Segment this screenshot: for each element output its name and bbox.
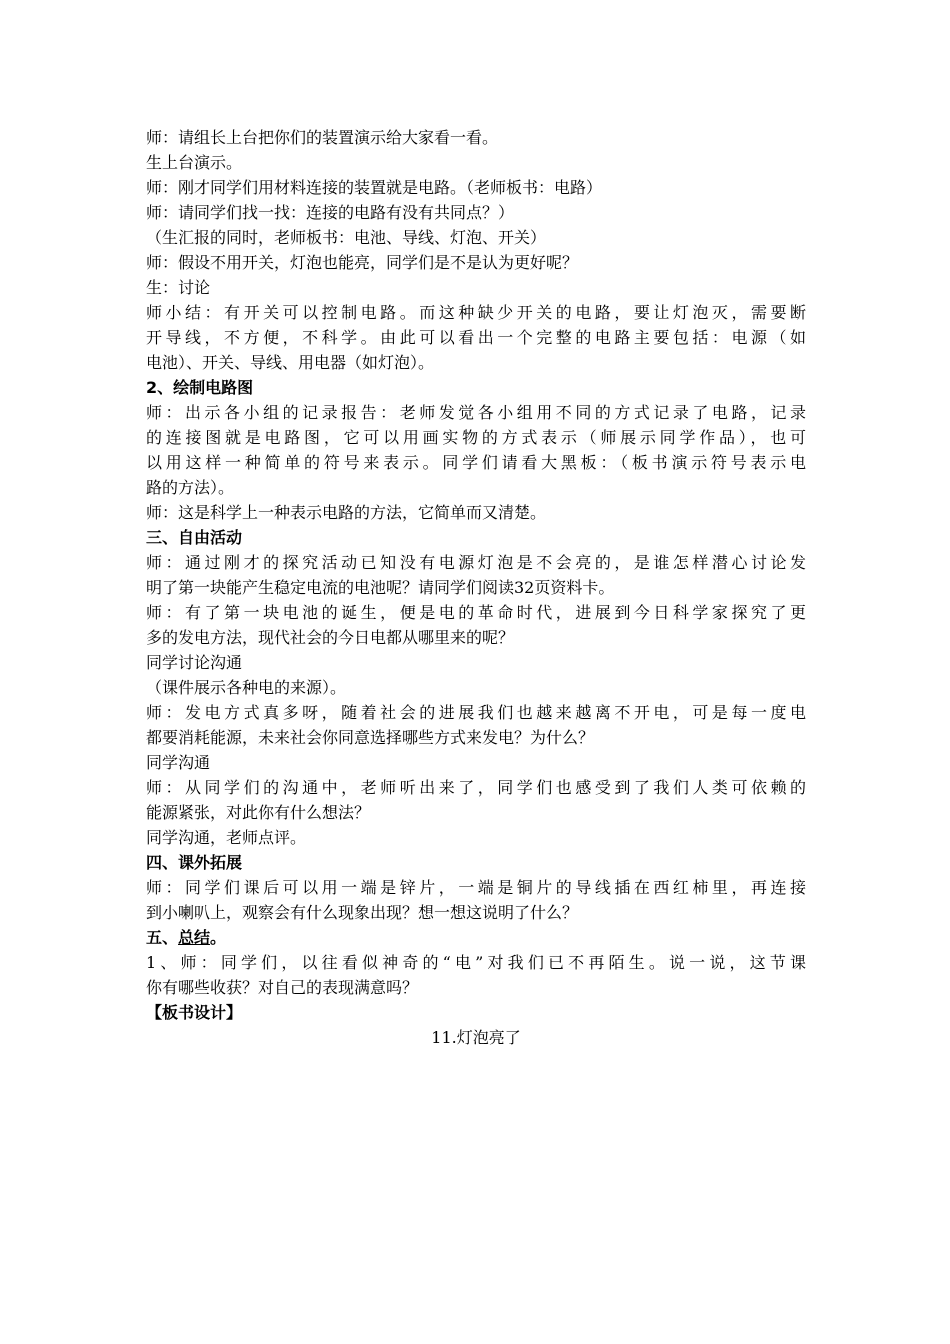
text-line: 你有哪些收获？对自己的表现满意吗？ [146,978,419,997]
text-line: 到小喇叭上，观察会有什么现象出现？想一想这说明了什么？ [146,903,579,922]
text-line: 生上台演示。 [146,153,243,172]
text-line: 路的方法）。 [146,478,235,497]
section-heading: 2、绘制电路图 [146,378,254,397]
text-line: 师：从同学们的沟通中，老师听出来了，同学们也感受到了我们人类可依赖的 [146,778,806,797]
text-line: 生：讨论 [146,278,211,297]
section-heading: 三、自由活动 [146,528,243,547]
document-page [146,125,806,1050]
section-heading: 四、课外拓展 [146,853,243,872]
text-line: 以用这样一种简单的符号来表示。同学们请看大黑板：（板书演示符号表示电 [146,453,806,472]
text-line: 师：假设不用开关，灯泡也能亮，同学们是不是认为更好呢？ [146,253,579,272]
text-line: 师：同学们课后可以用一端是锌片，一端是铜片的导线插在西红柿里，再连接 [146,878,806,897]
text-line: 明了第一块能产生稳定电流的电池呢？请同学们阅读32页资料卡。 [146,578,615,597]
text-line: （课件展示各种电的来源）。 [146,678,347,697]
text-line: 师：出示各小组的记录报告：老师发觉各小组用不同的方式记录了电路，记录 [146,403,806,422]
text-line: 师：通过刚才的探究活动已知没有电源灯泡是不会亮的，是谁怎样潜心讨论发 [146,553,806,572]
text-line: 开导线，不方便，不科学。由此可以看出一个完整的电路主要包括：电源（如 [146,328,806,347]
text-line: （生汇报的同时，老师板书：电池、导线、灯泡、开关） [146,228,547,247]
text-line: 同学讨论沟通 [146,653,243,672]
summary-heading-suffix: 。 [210,928,227,947]
text-line: 师小结：有开关可以控制电路。而这种缺少开关的电路，要让灯泡灭，需要断 [146,303,806,322]
text-line: 师：发电方式真多呀，随着社会的进展我们也越来越离不开电，可是每一度电 [146,703,806,722]
summary-heading [146,925,806,950]
text-line: 多的发电方法，现代社会的今日电都从哪里来的呢？ [146,628,515,647]
text-line: 师：请组长上台把你们的装置演示给大家看一看。 [146,128,499,147]
summary-heading-prefix: 五、 [146,928,179,947]
text-line: 师：有了第一块电池的诞生，便是电的革命时代，进展到今日科学家探究了更 [146,603,806,622]
text-line: 师：刚才同学们用材料连接的装置就是电路。（老师板书：电路） [146,178,603,197]
board-design-heading: 【板书设计】 [146,1003,243,1022]
text-line: 师：这是科学上一种表示电路的方法，它简单而又清楚。 [146,503,547,522]
text-line: 1、师：同学们，以往看似神奇的“电”对我们已不再陌生。说一说，这节课 [146,953,806,972]
text-line: 电池）、开关、导线、用电器（如灯泡）。 [146,353,435,372]
text-line: 能源紧张，对此你有什么想法？ [146,803,371,822]
text-line: 同学沟通 [146,753,211,772]
board-title: 11.灯泡亮了 [431,1028,521,1047]
text-line: 都要消耗能源，未来社会你同意选择哪些方式来发电？为什么？ [146,728,595,747]
text-line: 同学沟通，老师点评。 [146,828,307,847]
summary-heading-underlined: 总结 [178,928,211,947]
text-line: 的连接图就是电路图，它可以用画实物的方式表示（师展示同学作品），也可 [146,428,806,447]
text-line: 师：请同学们找一找：连接的电路有没有共同点？） [146,203,515,222]
